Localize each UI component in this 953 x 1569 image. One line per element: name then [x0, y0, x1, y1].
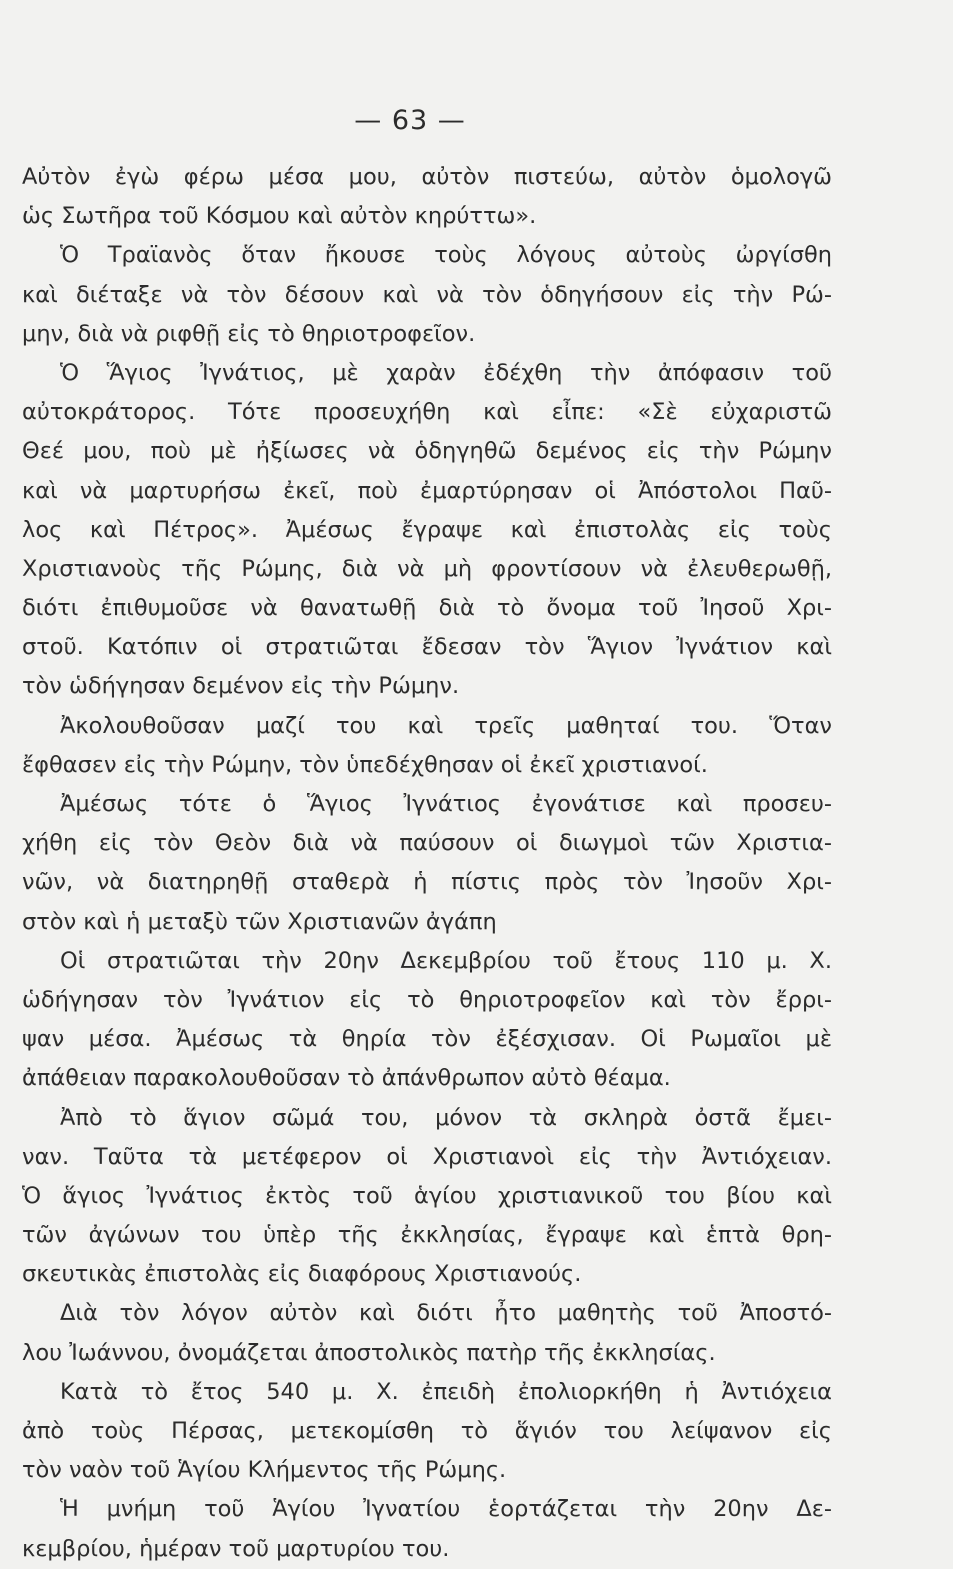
text-line: Ὁ ἅγιος Ἰγνάτιος ἐκτὸς τοῦ ἁγίου χριστιανικοῦ του βίου καὶ	[22, 1182, 832, 1209]
text-line: Οἱ στρατιῶται τὴν 20ην Δεκεμβρίου τοῦ ἔτους 110 μ. Χ.	[60, 947, 832, 974]
text-line: ὡδήγησαν τὸν Ἰγνάτιον εἰς τὸ θηριοτροφεῖον καὶ τὸν ἔρρι-	[22, 986, 832, 1013]
text-line: ναν. Ταῦτα τὰ μετέφερον οἱ Χριστιανοὶ εἰς τὴν Ἀντιόχειαν.	[22, 1143, 832, 1170]
text-line: χήθη εἰς τὸν Θεὸν διὰ νὰ παύσουν οἱ διωγμοὶ τῶν Χριστια-	[22, 830, 832, 857]
text-line: Ἡ μνήμη τοῦ Ἁγίου Ἰγνατίου ἑορτάζεται τὴν 20ην Δε-	[60, 1496, 832, 1523]
text-line: νῶν, νὰ διατηρηθῇ σταθερὰ ἡ πίστις πρὸς τὸν Ἰησοῦν Χρι-	[22, 869, 832, 896]
body-text	[22, 158, 832, 1569]
text-line: ψαν μέσα. Ἀμέσως τὰ θηρία τὸν ἐξέσχισαν. Οἱ Ρωμαῖοι μὲ	[22, 1026, 832, 1053]
text-line: διότι ἐπιθυμοῦσε νὰ θανατωθῇ διὰ τὸ ὄνομα τοῦ Ἰησοῦ Χρι-	[22, 595, 832, 622]
text-line: Αὐτὸν ἐγὼ φέρω μέσα μου, αὐτὸν πιστεύω, αὐτὸν ὁμολογῶ	[22, 164, 832, 190]
text-line: μην, διὰ νὰ ριφθῇ εἰς τὸ θηριοτροφεῖον.	[22, 320, 476, 347]
page-number: — 63 —	[354, 105, 466, 136]
text-line: στοῦ. Κατόπιν οἱ στρατιῶται ἔδεσαν τὸν Ἅγιον Ἰγνάτιον καὶ	[22, 634, 832, 661]
text-line: κεμβρίου, ἡμέραν τοῦ μαρτυρίου του.	[22, 1535, 450, 1562]
text-line: Χριστιανοὺς τῆς Ρώμης, διὰ νὰ μὴ φροντίσουν νὰ ἐλευθερωθῇ,	[22, 555, 832, 582]
text-line: καὶ διέταξε νὰ τὸν δέσουν καὶ νὰ τὸν ὁδηγήσουν εἰς τὴν Ρώ-	[22, 281, 832, 308]
text-line: αὐτοκράτορος. Τότε προσευχήθη καὶ εἶπε: «Σὲ εὐχαριστῶ	[22, 399, 832, 426]
text-line: τὸν ὡδήγησαν δεμένον εἰς τὴν Ρώμην.	[22, 673, 460, 700]
text-line: Ἀμέσως τότε ὁ Ἅγιος Ἰγνάτιος ἐγονάτισε καὶ προσευ-	[60, 791, 832, 817]
text-line: Ὁ Ἅγιος Ἰγνάτιος, μὲ χαρὰν ἐδέχθη τὴν ἀπόφασιν τοῦ	[60, 359, 832, 386]
text-line: Θεέ μου, ποὺ μὲ ἠξίωσες νὰ ὁδηγηθῶ δεμένος εἰς τὴν Ρώμην	[22, 438, 832, 465]
text-line: ἔφθασεν εἰς τὴν Ρώμην, τὸν ὑπεδέχθησαν οἱ ἐκεῖ χριστιανοί.	[22, 751, 708, 778]
text-line: ἀπὸ τοὺς Πέρσας, μετεκομίσθη τὸ ἅγιόν του λείψανον εἰς	[22, 1418, 832, 1444]
text-line: σκευτικὰς ἐπιστολὰς εἰς διαφόρους Χριστιανούς.	[22, 1261, 582, 1288]
text-line: Κατὰ τὸ ἔτος 540 μ. Χ. ἐπειδὴ ἐπολιορκήθη ἡ Ἀντιόχεια	[60, 1378, 832, 1405]
text-line: ὡς Σωτῆρα τοῦ Κόσμου καὶ αὐτὸν κηρύττω».	[22, 203, 537, 230]
text-line: καὶ νὰ μαρτυρήσω ἐκεῖ, ποὺ ἐμαρτύρησαν οἱ Ἀπόστολοι Παῦ-	[22, 477, 832, 504]
text-line: Ἀπὸ τὸ ἅγιον σῶμά του, μόνον τὰ σκληρὰ ὀστᾶ ἔμει-	[60, 1104, 832, 1131]
text-line: λος καὶ Πέτρος». Ἀμέσως ἔγραψε καὶ ἐπιστολὰς εἰς τοὺς	[22, 516, 832, 543]
text-line: ἀπάθειαν παρακολουθοῦσαν τὸ ἀπάνθρωπον αὐτὸ θέαμα.	[22, 1065, 671, 1092]
text-line: Διὰ τὸν λόγον αὐτὸν καὶ διότι ἦτο μαθητὴς τοῦ Ἀποστό-	[60, 1300, 832, 1327]
text-line: Ἀκολουθοῦσαν μαζί του καὶ τρεῖς μαθηταί του. Ὅταν	[60, 712, 832, 739]
text-line: Ὁ Τραϊανὸς ὅταν ἤκουσε τοὺς λόγους αὐτοὺς ὠργίσθη	[60, 242, 832, 269]
text-line: λου Ἰωάννου, ὀνομάζεται ἀποστολικὸς πατὴρ τῆς ἐκκλησίας.	[22, 1339, 716, 1366]
text-line: τῶν ἀγώνων του ὑπὲρ τῆς ἐκκλησίας, ἔγραψε καὶ ἑπτὰ θρη-	[22, 1222, 832, 1249]
text-line: τὸν ναὸν τοῦ Ἁγίου Κλήμεντος τῆς Ρώμης.	[22, 1457, 507, 1484]
text-line: στὸν καὶ ἡ μεταξὺ τῶν Χριστιανῶν ἀγάπη	[22, 908, 497, 935]
